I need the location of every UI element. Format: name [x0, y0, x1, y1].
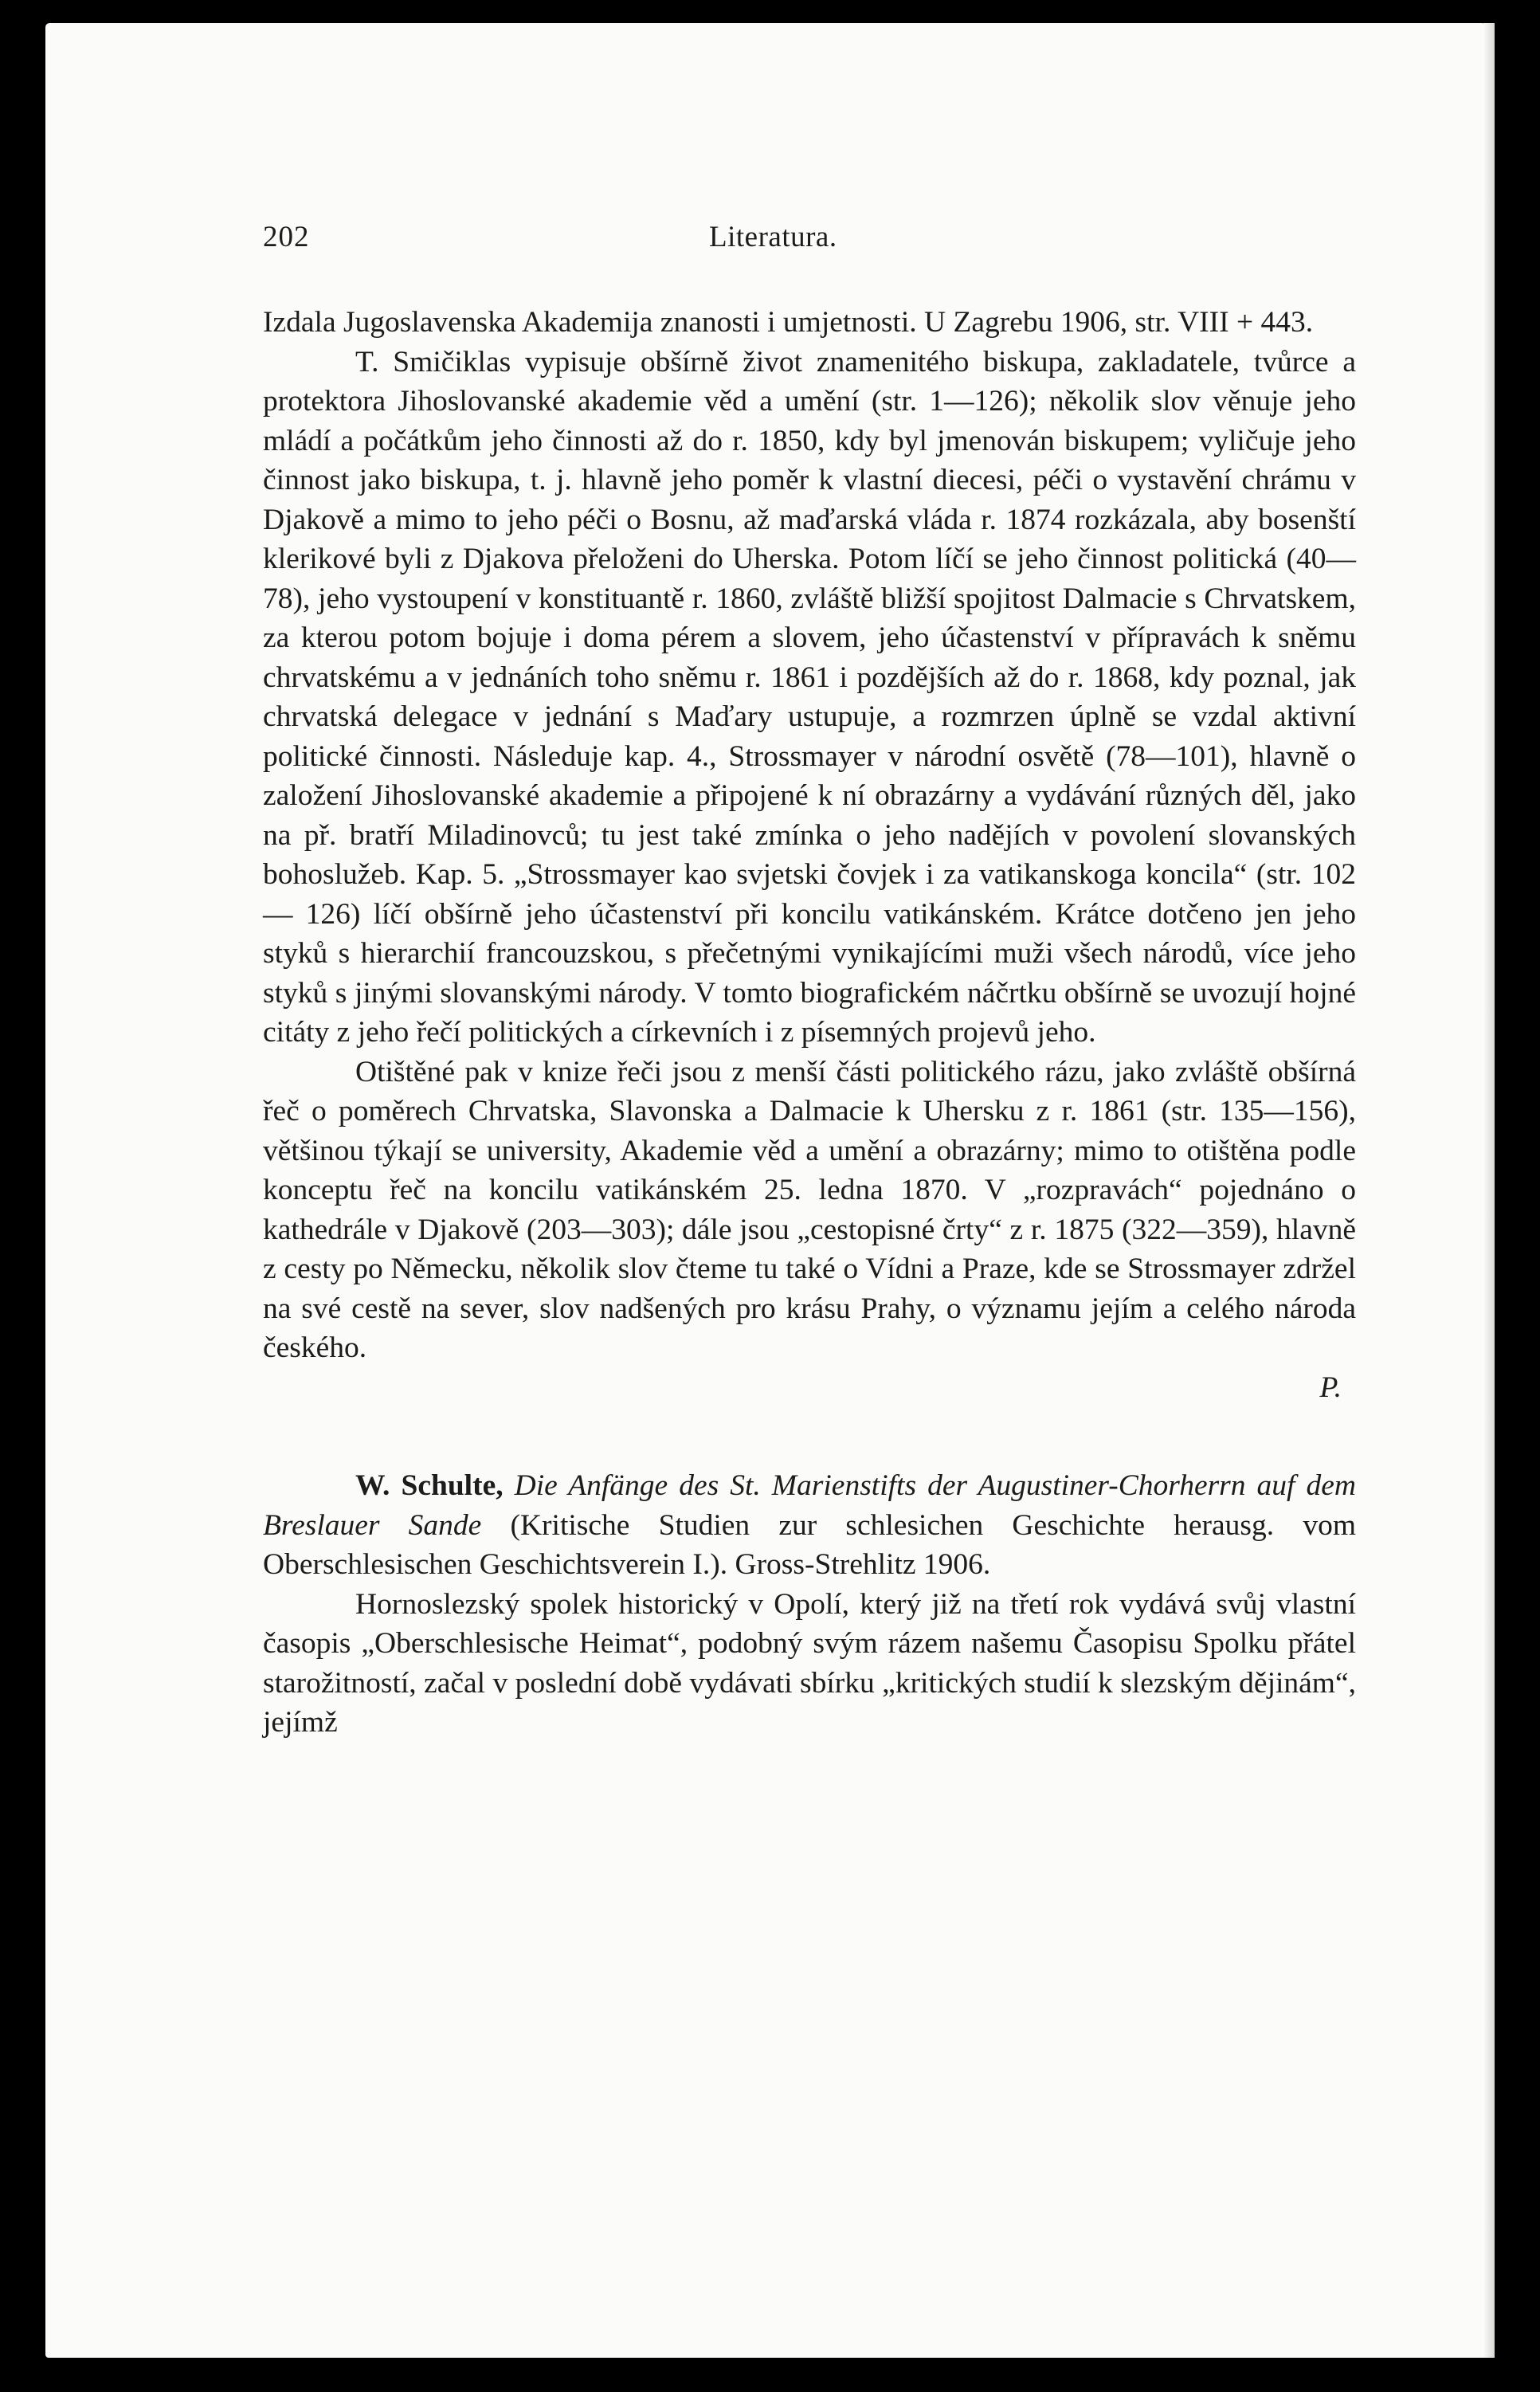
review-1-imprint: Izdala Jugoslavenska Akademija znanosti i umjetnosti. U Zagrebu 1906, str. VIII + 443.	[263, 306, 1314, 339]
reviewer-signature: P.	[1319, 1370, 1342, 1404]
text-column	[263, 220, 1356, 1743]
review-2-citation	[263, 1466, 1356, 1585]
review-1-paragraph-1: T. Smičiklas vypisuje obšírně život znamenitého biskupa, zakladatele, tvůrce a protektora Jihoslovanské akademie věd a umění (str. 1—126); několik slov věnuje jeho mládí a počátkům jeho činnosti až do r. 1850, kdy byl jmenován biskupem; vyličuje jeho činnost jako biskupa, t. j. hlavně jeho poměr k vlastní diecesi, péči o vystavění chrámu v Djakově a mimo to jeho péči o Bosnu, až maďarská vláda r. 1874 rozkázala, aby bosenští klerikové byli z Djakova přeloženi do Uherska. Potom líčí se jeho činnost politická (40—78), jeho vystoupení v konstituantě r. 1860, zvláště bližší spojitost Dalmacie s Chrvatskem, za kterou potom bojuje i doma pérem a slovem, jeho účastenství v přípravách k sněmu chrvatskému a v jednáních toho sněmu r. 1861 i pozdějších až do r. 1868, kdy poznal, jak chrvatská delegace v jednání s Maďary ustupuje, a rozmrzen úplně se vzdal aktivní politické činnosti. Následuje kap. 4., Strossmayer v národní osvětě (78—101), hlavně o založení Jihoslovanské akademie a připojené k ní obrazárny a vydávání různých děl, jako na př. bratří Miladinovců; tu jest také zmínka o jeho nadějích v povolení slovanských bohoslužeb. Kap. 5. „Strossmayer kao svjetski čovjek i za vatikanskoga koncila“ (str. 102— 126) líčí obšírně jeho účastenství při koncilu vatikánském. Krátce dotčeno jen jeho styků s hierarchií francouzskou, s přečetnými vynikajícími muži všech národů, více jeho styků s jinými slovanskými národy. V tomto biografickém náčrtku obšírně se uvozují hojné citáty z jeho řečí politických a církevních i z písemných projevů jeho.	[263, 345, 1356, 1049]
section-title: Literatura.	[709, 221, 837, 253]
page-edge-shadow	[1483, 23, 1495, 2358]
review-2-author: W. Schulte,	[355, 1469, 504, 1502]
review-2-title: Die Anfänge des St. Marienstifts der Augustiner-Chorherrn auf dem Breslauer Sande	[263, 1469, 1356, 1542]
page-number: 202	[263, 221, 310, 253]
running-head	[263, 220, 1356, 268]
review-2-publication: (Kritische Studien zur schlesichen Geschichte herausg. vom Oberschlesischen Geschichtsverein I.). Gross-Strehlitz 1906.	[263, 1508, 1356, 1581]
review-1-paragraph-2: Otištěné pak v knize řeči jsou z menší části politického rázu, jako zvláště obšírná řeč o poměrech Chrvatska, Slavonska a Dalmacie k Uhersku z r. 1861 (str. 135—156), většinou týkají se university, Akademie věd a umění a obrazárny; mimo to otištěna podle konceptu řeč na koncilu vatikánském 25. ledna 1870. V „rozpravách“ pojednáno o kathedrále v Djakově (203—303); dále jsou „cestopisné črty“ z r. 1875 (322—359), hlavně z cesty po Německu, několik slov čteme tu také o Vídni a Praze, kde se Strossmayer zdržel na své cestě na sever, slov nadšených pro krásu Prahy, o významu jejím a celého národa českého.	[263, 1055, 1356, 1364]
review-2-paragraph-1: Hornoslezský spolek historický v Opolí, který již na třetí rok vydává svůj vlastní časopis „Oberschlesische Heimat“, podobný svým rázem našemu Časopisu Spolku přátel starožitností, začal v poslední době vydávati sbírku „kritických studií k slezským dějinám“, jejímž	[263, 1587, 1356, 1739]
section-spacer	[263, 1407, 1356, 1466]
